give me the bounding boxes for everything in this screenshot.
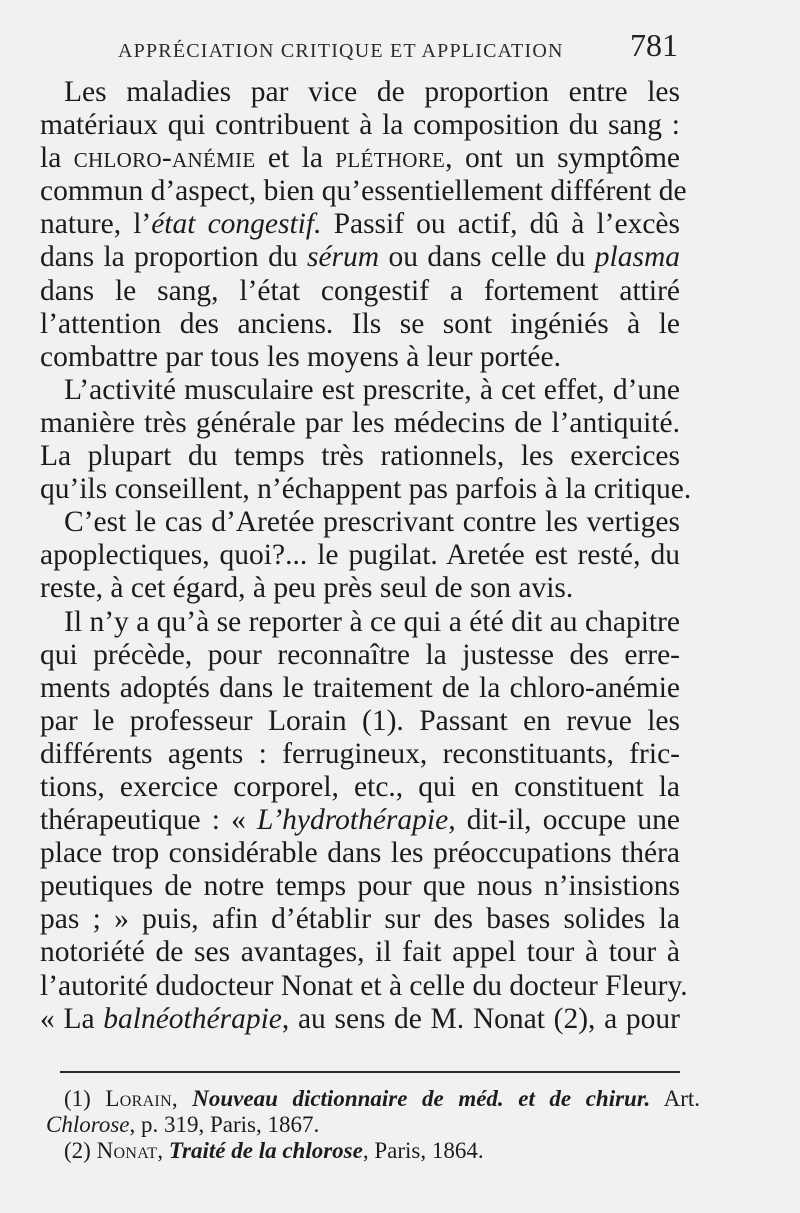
footnote-2: (2) Nonat, Traité de la chlorose, Paris, 1864. xyxy=(64,1138,484,1163)
text-line: dans le sang, l’état congestif a fortement attiré xyxy=(40,274,680,307)
text-line: L’activité musculaire est prescrite, à cet effet, d’une xyxy=(64,373,680,406)
text-line: manière très générale par les médecins de l’antiquité. xyxy=(40,406,680,439)
text-line: nature, l’état congestif. Passif ou actif, dû à l’excès xyxy=(40,208,680,241)
author-name: Lorain xyxy=(105,1086,172,1111)
text-line: peutiques de notre temps pour que nous n’insistions xyxy=(40,870,680,903)
book-title: Traité de la chlorose xyxy=(168,1138,363,1163)
text-line: la chloro-anémie et la pléthore, ont un symptôme xyxy=(40,142,680,175)
text-line: matériaux qui contribuent à la composition du sang : xyxy=(40,109,680,142)
page-header xyxy=(40,27,678,70)
text-line: apoplectiques, quoi?... le pugilat. Aretée est resté, du xyxy=(40,539,680,572)
text-line: place trop considérable dans les préoccupations théra xyxy=(40,837,680,870)
text-line: thérapeutique : « L’hydrothérapie, dit-il, occupe une xyxy=(40,804,680,837)
italic-term: L’hydrothérapie, xyxy=(257,804,456,837)
text-line: commun d’aspect, bien qu’essentiellement différent de xyxy=(40,175,687,208)
running-head: APPRÉCIATION CRITIQUE ET APPLICATION xyxy=(118,40,564,62)
book-title: Nouveau dictionnaire de méd. et de chirur. xyxy=(192,1086,651,1111)
text-line: l’autorité dudocteur Nonat et à celle du docteur Fleury. xyxy=(40,969,688,1002)
italic-term: état congestif. xyxy=(151,208,322,241)
footnote-1-cont: Chlorose, p. 319, Paris, 1867. xyxy=(46,1112,320,1137)
text-line: dans la proportion du sérum ou dans celle du plasma xyxy=(40,241,681,274)
author-name: Nonat xyxy=(96,1138,158,1163)
small-caps-term: chloro-anémie xyxy=(73,142,256,175)
text-line: C’est le cas d’Aretée prescrivant contre les vertiges xyxy=(64,506,680,539)
italic-term: sérum xyxy=(306,241,380,274)
text-line: reste, à cet égard, à peu près seul de son avis. xyxy=(40,572,574,605)
book-title: Chlorose xyxy=(46,1112,130,1137)
text-line: par le professeur Lorain (1). Passant en revue les xyxy=(40,704,680,737)
text-line: pas ; » puis, afin d’établir sur des bases solides la xyxy=(40,903,680,936)
footnote-divider xyxy=(60,1071,680,1073)
footnote-1: (1) Lorain, Nouveau dictionnaire de méd. et de chirur. Art. xyxy=(64,1086,700,1111)
text-line: « La balnéothérapie, au sens de M. Nonat (2), a pour xyxy=(40,1002,680,1035)
italic-term: plasma xyxy=(594,241,681,274)
text-line: notoriété de ses avantages, il fait appel tour à tour à xyxy=(40,936,680,969)
page-number: 781 xyxy=(630,27,678,63)
text-line: tions, exercice corporel, etc., qui en constituent la xyxy=(40,770,680,803)
text-line: différents agents : ferrugineux, reconstituants, fric- xyxy=(40,737,680,770)
text-line: l’attention des anciens. Ils se sont ingéniés à le xyxy=(40,307,680,340)
text-line: La plupart du temps très rationnels, les exercices xyxy=(40,440,680,473)
text-line: Il n’y a qu’à se reporter à ce qui a été dit au chapitre xyxy=(64,605,680,638)
text-line: Les maladies par vice de proportion entre les xyxy=(64,76,680,108)
text-line: combattre par tous les moyens à leur portée. xyxy=(40,340,561,373)
text-line: qui précède, pour reconnaître la justesse des erre- xyxy=(40,638,680,671)
footnotes xyxy=(46,1086,700,1164)
text-line: qu’ils conseillent, n’échappent pas parfois à la critique. xyxy=(40,473,692,506)
small-caps-term: pléthore xyxy=(335,142,446,175)
italic-term: balnéothérapie xyxy=(103,1002,282,1035)
text-line: ments adoptés dans le traitement de la chloro-anémie xyxy=(40,671,680,704)
body-text xyxy=(40,76,692,1036)
